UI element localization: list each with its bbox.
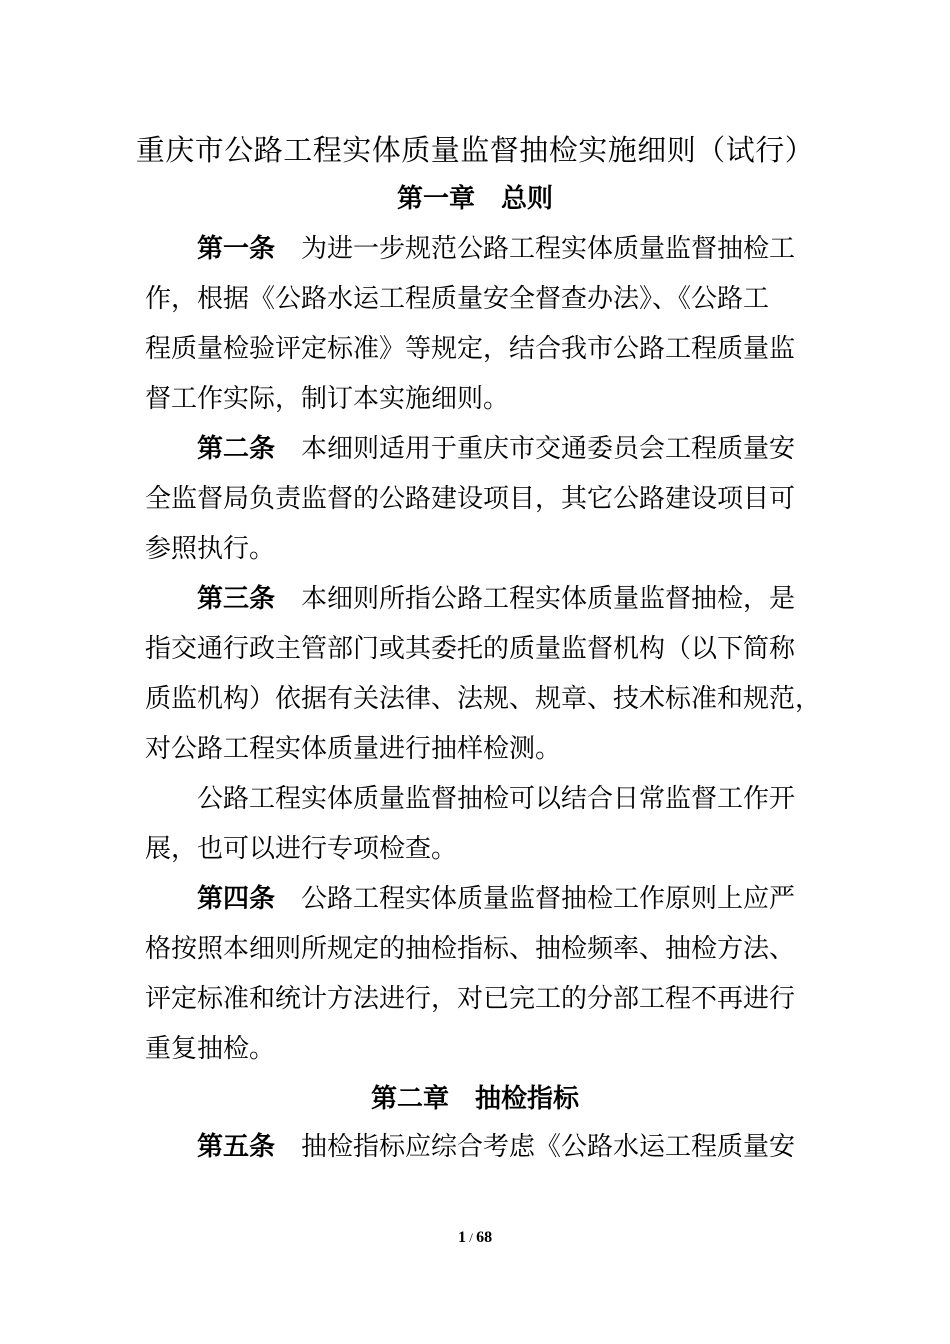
article-2-label: 第二条 xyxy=(197,434,276,464)
article-5-line-1 xyxy=(197,1127,807,1167)
article-4-text-1: 公路工程实体质量监督抽检工作原则上应严 xyxy=(301,884,796,914)
page-separator: / xyxy=(465,1230,477,1245)
article-1-text-1: 为进一步规范公路工程实体质量监督抽检工 xyxy=(301,234,796,264)
article-4-line-2: 格按照本细则所规定的抽检指标、抽检频率、抽检方法、 xyxy=(145,934,796,964)
chapter-1-heading: 第一章 总则 xyxy=(396,184,553,214)
article-1-line-4: 督工作实际，制订本实施细则。 xyxy=(145,384,510,414)
article-5-label: 第五条 xyxy=(197,1132,276,1162)
chapter-2-heading: 第二章 抽检指标 xyxy=(370,1084,579,1114)
article-4-line-4: 重复抽检。 xyxy=(145,1034,276,1064)
article-1-line-2: 作，根据《公路水运工程质量安全督查办法》、《公路工 xyxy=(145,284,770,314)
paragraph-line-1: 公路工程实体质量监督抽检可以结合日常监督工作开 xyxy=(197,784,796,814)
article-3-line-3: 质监机构）依据有关法律、法规、规章、技术标准和规范， xyxy=(145,684,822,714)
article-1-label: 第一条 xyxy=(197,234,276,264)
article-2-text-1: 本细则适用于重庆市交通委员会工程质量安 xyxy=(301,434,796,464)
article-1-line-1 xyxy=(197,229,807,269)
article-3-line-2: 指交通行政主管部门或其委托的质量监督机构（以下简称 xyxy=(145,634,796,664)
article-3-text-1: 本细则所指公路工程实体质量监督抽检，是 xyxy=(301,584,796,614)
article-4-line-3: 评定标准和统计方法进行，对已完工的分部工程不再进行 xyxy=(145,984,796,1014)
article-2-line-3: 参照执行。 xyxy=(145,534,276,564)
page-total: 68 xyxy=(476,1229,493,1246)
article-2-line-1 xyxy=(197,429,807,469)
article-4-line-1 xyxy=(197,879,807,919)
article-3-line-1 xyxy=(197,579,807,619)
article-4-label: 第四条 xyxy=(197,884,276,914)
article-3-line-4: 对公路工程实体质量进行抽样检测。 xyxy=(145,734,562,764)
article-2-line-2: 全监督局负责监督的公路建设项目，其它公路建设项目可 xyxy=(145,484,796,514)
page-current: 1 xyxy=(457,1229,466,1246)
paragraph-line-2: 展，也可以进行专项检查。 xyxy=(145,834,458,864)
article-1-line-3: 程质量检验评定标准》等规定，结合我市公路工程质量监 xyxy=(145,334,796,364)
page-number xyxy=(0,1226,950,1250)
article-3-label: 第三条 xyxy=(197,584,276,614)
document-title: 重庆市公路工程实体质量监督抽检实施细则（试行） xyxy=(135,133,815,167)
article-5-text-1: 抽检指标应综合考虑《公路水运工程质量安 xyxy=(301,1132,796,1162)
